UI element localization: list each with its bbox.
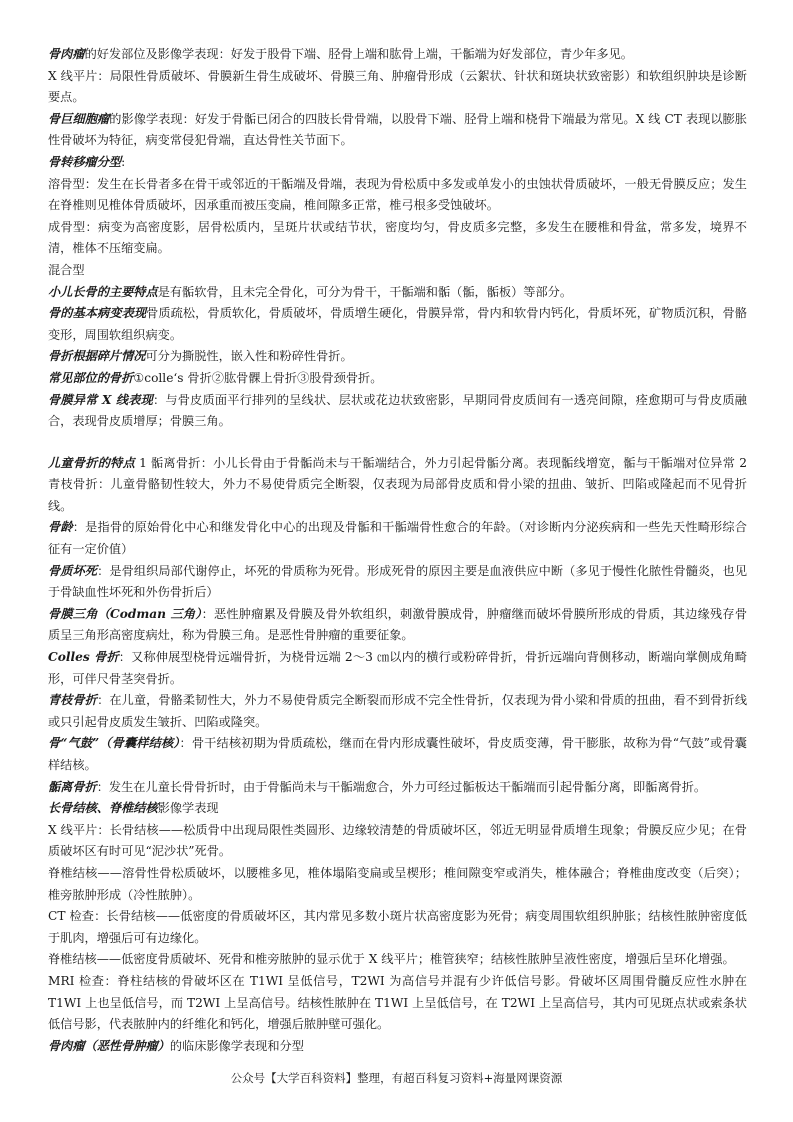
paragraph-text: 可分为撕脱性，嵌入性和粉碎性骨折。 [145,349,353,364]
paragraph [48,647,747,690]
paragraph [48,260,747,282]
paragraph-text: 1 骺离骨折：小儿长骨由于骨骺尚未与干骺端结合，外力引起骨骺分离。表现骺线增宽，骺与干骺端对位异常 2 青枝骨折：儿童骨骼韧性较大，外力不易使骨质完全断裂，仅表现为局部骨皮质和骨小梁的扭曲、皱折、凹陷或隆起而不见骨折线。 [48,455,747,513]
paragraph-text: 溶骨型：发生在长骨者多在骨干或邻近的干骺端及骨端，表现为骨松质中多发或单发小的虫蚀状骨质破坏，一般无骨膜反应；发生在脊椎则见椎体骨质破坏，因承重而被压变扁，椎间隙多正常，椎弓根多受蚀破坏。 [48,176,747,213]
paragraph-text: 混合型 [48,262,85,277]
term-heading: 小儿长骨的主要特点 [48,284,158,299]
term-heading: 骨转移瘤分型 [48,154,122,169]
paragraph [48,1036,747,1058]
paragraph-text: 的影像学表现：好发于骨骺已闭合的四肢长骨骨端，以股骨下端、胫骨上端和桡骨下端最为常见。X 线 CT 表现以膨胀性骨破坏为特征，病变常侵犯骨端，直达骨性关节面下。 [48,111,747,148]
term-heading: 青枝骨折 [48,693,98,708]
paragraph-text: ：是指骨的原始骨化中心和继发骨化中心的出现及骨骺和干骺端骨性愈合的年龄。（对诊断内分泌疾病和一些先天性畸形综合征有一定价值） [48,520,747,557]
paragraph-text: 是有骺软骨，且未完全骨化，可分为骨干，干骺端和骺（骺，骺板）等部分。 [157,284,573,299]
paragraph [48,109,747,152]
paragraph [48,971,747,1036]
paragraph [48,453,747,518]
paragraph [48,798,747,820]
paragraph-text: ：发生在儿童长骨骨折时，由于骨骺尚未与干骺端愈合，外力可经过骺板达干骺端而引起骨骺分离，即骺离骨折。 [96,779,707,794]
paragraph-text: 脊椎结核——溶骨性骨松质破坏，以腰椎多见，椎体塌陷变扁或呈楔形；椎间隙变窄或消失，椎体融合；脊椎曲度改变（后突）；椎旁脓肿形成（冷性脓肿）。 [48,865,747,902]
paragraph [48,390,747,433]
paragraph [48,368,747,390]
term-heading: 骨“气鼓”（骨囊样结核） [48,736,180,751]
paragraph-text: X 线平片：长骨结核——松质骨中出现局限性类圆形、边缘较清楚的骨质破坏区，邻近无明显骨质增生现象；骨膜反应少见；在骨质破坏区有时可见“泥沙状”死骨。 [48,822,747,859]
paragraph-text: 的好发部位及影像学表现：好发于股骨下端、胫骨上端和肱骨上端，干骺端为好发部位，青少年多见。 [84,47,633,61]
paragraph [48,282,747,304]
paragraph [48,777,747,799]
paragraph [48,152,747,174]
term-heading: 常见部位的骨折 [48,370,134,385]
term-heading: 骨龄 [48,520,73,535]
term-heading: 骺离骨折 [48,779,97,794]
term-heading: 长骨结核、脊椎结核 [48,801,158,816]
paragraph-text: CT 检查：长骨结核——低密度的骨质破坏区，其内常见多数小斑片状高密度影为死骨；病变周围软组织肿胀；结核性脓肿密度低于肌肉，增强后可有边缘化。 [48,909,747,945]
paragraph [48,303,747,346]
page-footer: 公众号【大学百科资料】整理，有超百科复习资料+海量网课资源 [230,1071,563,1085]
paragraph-text: ①colle‘s 骨折②肱骨髁上骨折③股骨颈骨折。 [133,370,383,385]
paragraph [48,561,747,604]
paragraph-text: MRI 检查：脊柱结核的骨破坏区在 T1WI 呈低信号，T2WI 为高信号并混有少许低信号影。骨破坏区周围骨髓反应性水肿在 T1WI 上也呈低信号，而 T2WI 上呈高信号。结核性脓肿在 T1WI 上呈低信号，在 T2WI 上呈高信号，其内可见斑点状或索条状低信号影，代表脓肿内的纤维化和钙化，增强后脓肿壁可强化。 [48,973,747,1032]
term-heading: 骨肉瘤 [48,47,85,61]
term-heading: 儿童骨折的特点 [48,455,135,470]
paragraph [48,906,747,949]
paragraph [48,690,747,733]
term-heading: 骨质坏死 [48,563,98,578]
paragraph-text: 脊椎结核——低密度骨质破坏、死骨和椎旁脓肿的显示优于 X 线平片；椎管狭窄；结核性脓肿呈液性密度，增强后呈环化增强。 [48,952,735,967]
paragraph-text: 影像学表现 [157,801,219,816]
paragraph [48,820,747,863]
paragraph-text: ：恶性肿瘤累及骨膜及骨外软组织，刺激骨膜成骨，肿瘤继而破坏骨膜所形成的骨质，其边缘残存骨质呈三角形高密度病灶，称为骨膜三角。是恶性骨肿瘤的重要征象。 [48,606,748,643]
paragraph-text: X 线平片：局限性骨质破坏、骨膜新生骨生成破坏、骨膜三角、肿瘤骨形成（云絮状、针状和斑块状致密影）和软组织肿块是诊断要点。 [48,68,747,105]
paragraph [48,217,747,260]
paragraph [48,949,747,971]
paragraph-text: ：又称伸展型桡骨远端骨折，为桡骨远端 2～3 ㎝以内的横行或粉碎骨折，骨折远端向背侧移动，断端向掌侧成角畸形，可伴尺骨茎突骨折。 [48,650,747,686]
paragraph [48,863,747,906]
paragraph-text: : [121,154,126,169]
term-heading: 骨膜异常 X 线表现 [48,392,153,407]
paragraph [48,44,747,66]
paragraph [48,174,747,217]
term-heading: Colles 骨折 [48,650,119,665]
paragraph-text: 骨质疏松，骨质软化，骨质破坏，骨质增生硬化，骨膜异常，骨内和软骨内钙化，骨质坏死，矿物质沉积，骨骼变形，周围软组织病变。 [48,306,748,342]
term-heading: 骨折根据碎片情况 [48,349,146,364]
paragraph-text: ：在儿童，骨骼柔韧性大，外力不易使骨质完全断裂而形成不完全性骨折，仅表现为骨小梁和骨质的扭曲，看不到骨折线或只引起骨皮质发生皱折、凹陷或隆突。 [48,693,748,729]
term-heading: 骨膜三角（Codman 三角） [48,606,202,621]
paragraph [48,346,747,368]
paragraph-text: ：骨干结核初期为骨质疏松，继而在骨内形成囊性破坏，骨皮质变薄，骨干膨胀，故称为骨“气鼓”或骨囊样结核。 [48,736,747,772]
paragraph [48,604,747,647]
paragraph-text: 成骨型：病变为高密度影，居骨松质内，呈斑片状或结节状，密度均匀，骨皮质多完整，多发生在腰椎和骨盆，常多发，境界不清，椎体不压缩变扁。 [48,219,747,256]
paragraph [48,733,747,776]
term-heading: 骨肉瘤（恶性骨肿瘤） [48,1038,170,1053]
term-heading: 骨的基本病变表现 [48,306,147,321]
document-body [48,44,747,1057]
paragraph-text: 的临床影像学表现和分型 [169,1038,304,1053]
paragraph-text: ：是骨组织局部代谢停止，坏死的骨质称为死骨。形成死骨的原因主要是血液供应中断（多见于慢性化脓性骨髓炎，也见于骨缺血性坏死和外伤骨折后） [48,563,748,600]
paragraph [48,66,747,109]
paragraph-text: ：与骨皮质面平行排列的呈线状、层状或花边状致密影，早期同骨皮质间有一透亮间隙，痊愈期可与骨皮质融合，表现骨皮质增厚；骨膜三角。 [48,392,747,429]
term-heading: 骨巨细胞瘤 [48,111,110,126]
paragraph [48,517,747,560]
